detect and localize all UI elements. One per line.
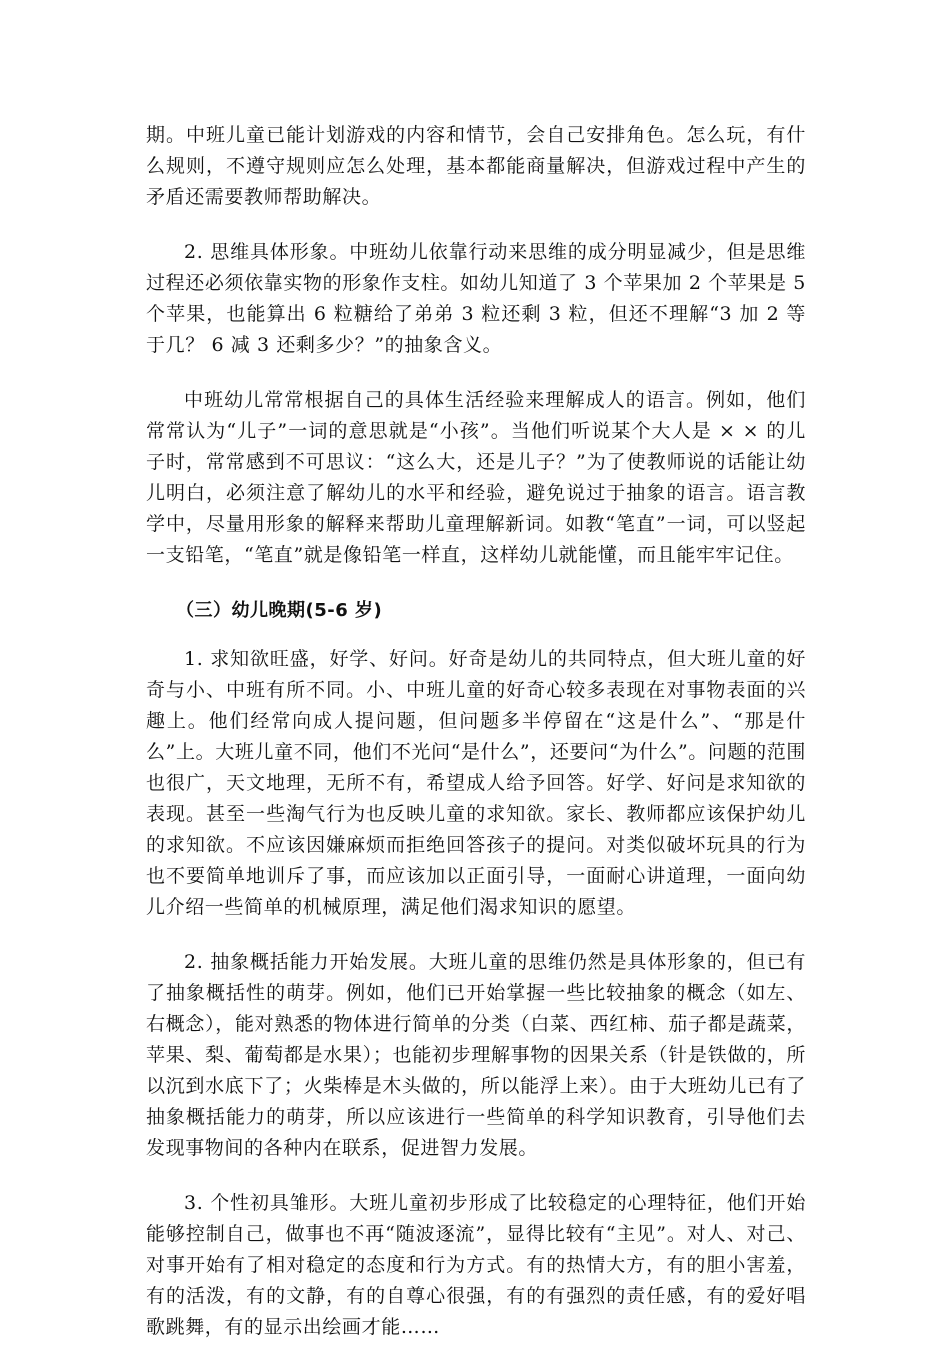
paragraph-language-understanding: 中班幼儿常常根据自己的具体生活经验来理解成人的语言。例如，他们常常认为“儿子”一词的意思就是“小孩”。当他们听说某个大人是 × × 的儿子时，常常感到不可思议：“这么大，还是儿子？”为了使教师说的话能让幼儿明白，必须注意了解幼儿的水平和经验，避免说过于抽象的语言。语言教学中，尽量用形象的解释来帮助儿童理解新词。如教“笔直”一词，可以竖起一支铅笔，“笔直”就是像铅笔一样直，这样幼儿就能懂，而且能牢牢记住。	[146, 389, 806, 566]
paragraph-abstract-ability: 2. 抽象概括能力开始发展。大班儿童的思维仍然是具体形象的，但已有了抽象概括性的萌芽。例如，他们已开始掌握一些比较抽象的概念（如左、右概念），能对熟悉的物体进行简单的分类（白菜、西红柿、茄子都是蔬菜，苹果、梨、葡萄都是水果）；也能初步理解事物的因果关系（针是铁做的，所以沉到水底下了；火柴棒是木头做的，所以能浮上来）。由于大班幼儿已有了抽象概括能力的萌芽，所以应该进行一些简单的科学知识教育，引导他们去发现事物间的各种内在联系，促进智力发展。	[146, 951, 806, 1159]
document-body	[146, 120, 806, 1367]
section-heading-late-childhood: （三）幼儿晚期(5-6 岁)	[176, 600, 383, 621]
paragraph-continued: 期。中班儿童已能计划游戏的内容和情节，会自己安排角色。怎么玩，有什么规则，不遵守规则应怎么处理，基本都能商量解决，但游戏过程中产生的矛盾还需要教师帮助解决。	[146, 124, 806, 208]
paragraph-curiosity: 1. 求知欲旺盛，好学、好问。好奇是幼儿的共同特点，但大班儿童的好奇与小、中班有所不同。小、中班儿童的好奇心较多表现在对事物表面的兴趣上。他们经常向成人提问题，但问题多半停留在“这是什么”、“那是什么”上。大班儿童不同，他们不光问“是什么”，还要问“为什么”。问题的范围也很广，天文地理，无所不有，希望成人给予回答。好学、好问是求知欲的表现。甚至一些淘气行为也反映儿童的求知欲。家长、教师都应该保护幼儿的求知欲。不应该因嫌麻烦而拒绝回答孩子的提问。对类似破坏玩具的行为也不要简单地训斥了事，而应该加以正面引导，一面耐心讲道理，一面向幼儿介绍一些简单的机械原理，满足他们渴求知识的愿望。	[146, 648, 806, 918]
paragraph-personality: 3. 个性初具雏形。大班儿童初步形成了比较稳定的心理特征，他们开始能够控制自己，做事也不再“随波逐流”，显得比较有“主见”。对人、对己、对事开始有了相对稳定的态度和行为方式。有的热情大方，有的胆小害羞，有的活泼，有的文静，有的自尊心很强，有的有强烈的责任感，有的爱好唱歌跳舞，有的显示出绘画才能……	[146, 1192, 806, 1338]
paragraph-thinking-concrete: 2. 思维具体形象。中班幼儿依靠行动来思维的成分明显减少，但是思维过程还必须依靠实物的形象作支柱。如幼儿知道了 3 个苹果加 2 个苹果是 5 个苹果，也能算出 6 粒糖给了弟弟 3 粒还剩 3 粒，但还不理解“3 加 2 等于几？ 6 减 3 还剩多少？”的抽象含义。	[146, 241, 806, 356]
